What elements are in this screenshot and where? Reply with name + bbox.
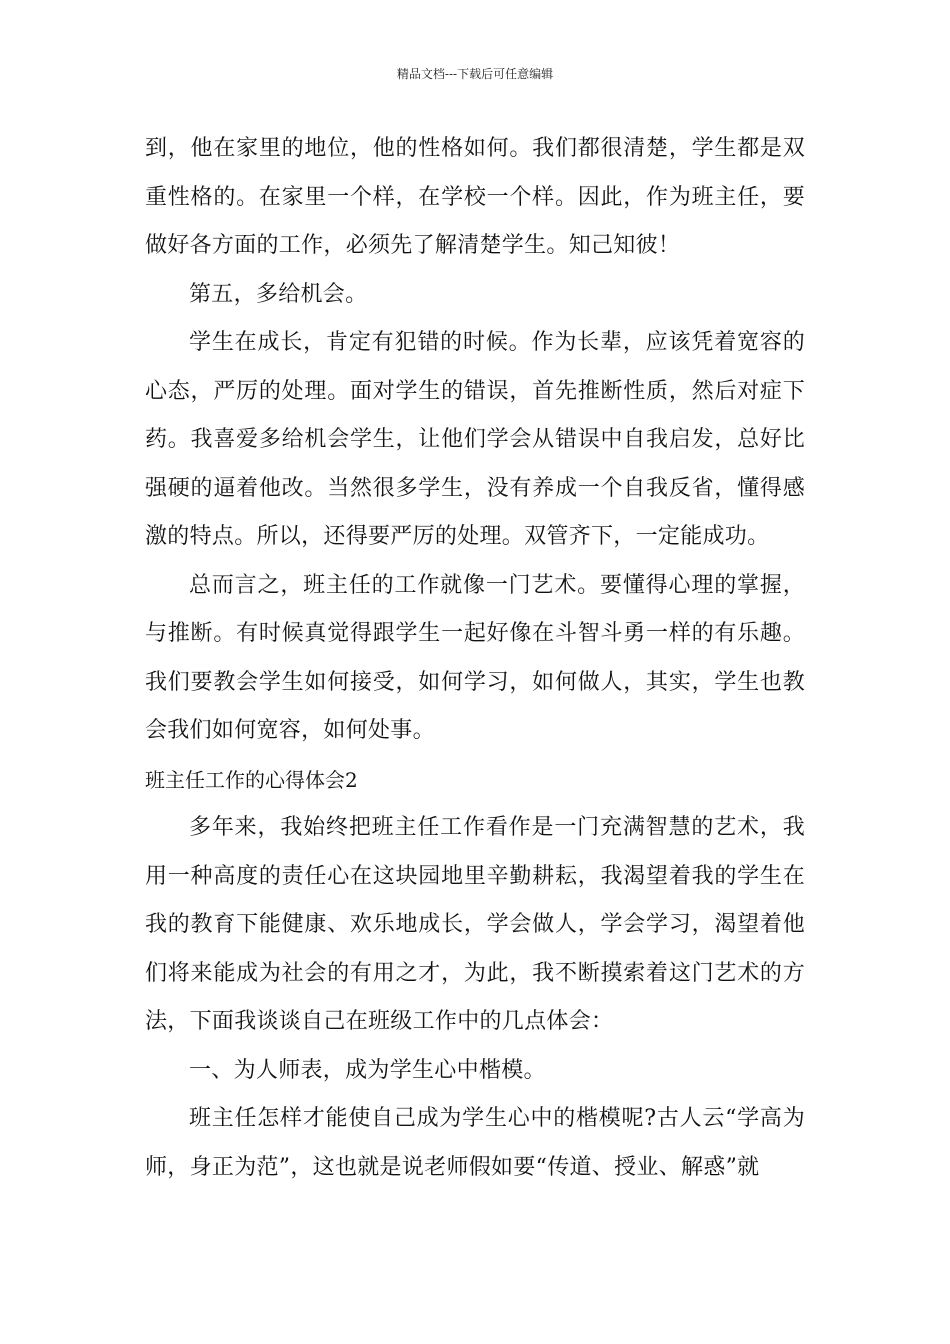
page-header: 精品文档---下载后可任意编辑 bbox=[396, 67, 554, 81]
paragraph-continuation: 到，他在家里的地位，他的性格如何。我们都很清楚，学生都是双重性格的。在家里一个样，在学校一个样。因此，作为班主任，要做好各方面的工作，必须先了解清楚学生。知己知彼！ bbox=[145, 136, 805, 258]
section-point-one: 一、为人师表，成为学生心中楷模。 bbox=[189, 1057, 546, 1083]
section-point-five: 第五，多给机会。 bbox=[189, 281, 368, 307]
document-body bbox=[145, 125, 805, 1192]
paragraph-role-model: 班主任怎样才能使自己成为学生心中的楷模呢?古人云“学高为师，身正为范”，这也就是说老师假如要“传道、授业、解惑”就 bbox=[145, 1106, 805, 1180]
paragraph-summary: 总而言之，班主任的工作就像一门艺术。要懂得心理的掌握，与推断。有时候真觉得跟学生一起好像在斗智斗勇一样的有乐趣。我们要教会学生如何接受，如何学习，如何做人，其实，学生也教会我们如何宽容，如何处事。 bbox=[145, 572, 805, 743]
article-title-2: 班主任工作的心得体会2 bbox=[145, 767, 358, 792]
paragraph-mistakes: 学生在成长，肯定有犯错的时候。作为长辈，应该凭着宽容的心态，严厉的处理。面对学生的错误，首先推断性质，然后对症下药。我喜爱多给机会学生，让他们学会从错误中自我启发，总好比强硬的逼着他改。当然很多学生，没有养成一个自我反省，懂得感激的特点。所以，还得要严厉的处理。双管齐下，一定能成功。 bbox=[145, 330, 805, 549]
paragraph-intro-2: 多年来，我始终把班主任工作看作是一门充满智慧的艺术，我用一种高度的责任心在这块园地里辛勤耕耘，我渴望着我的学生在我的教育下能健康、欢乐地成长，学会做人，学会学习，渴望着他们将来能成为社会的有用之才，为此，我不断摸索着这门艺术的方法，下面我谈谈自己在班级工作中的几点体会： bbox=[145, 815, 805, 1034]
